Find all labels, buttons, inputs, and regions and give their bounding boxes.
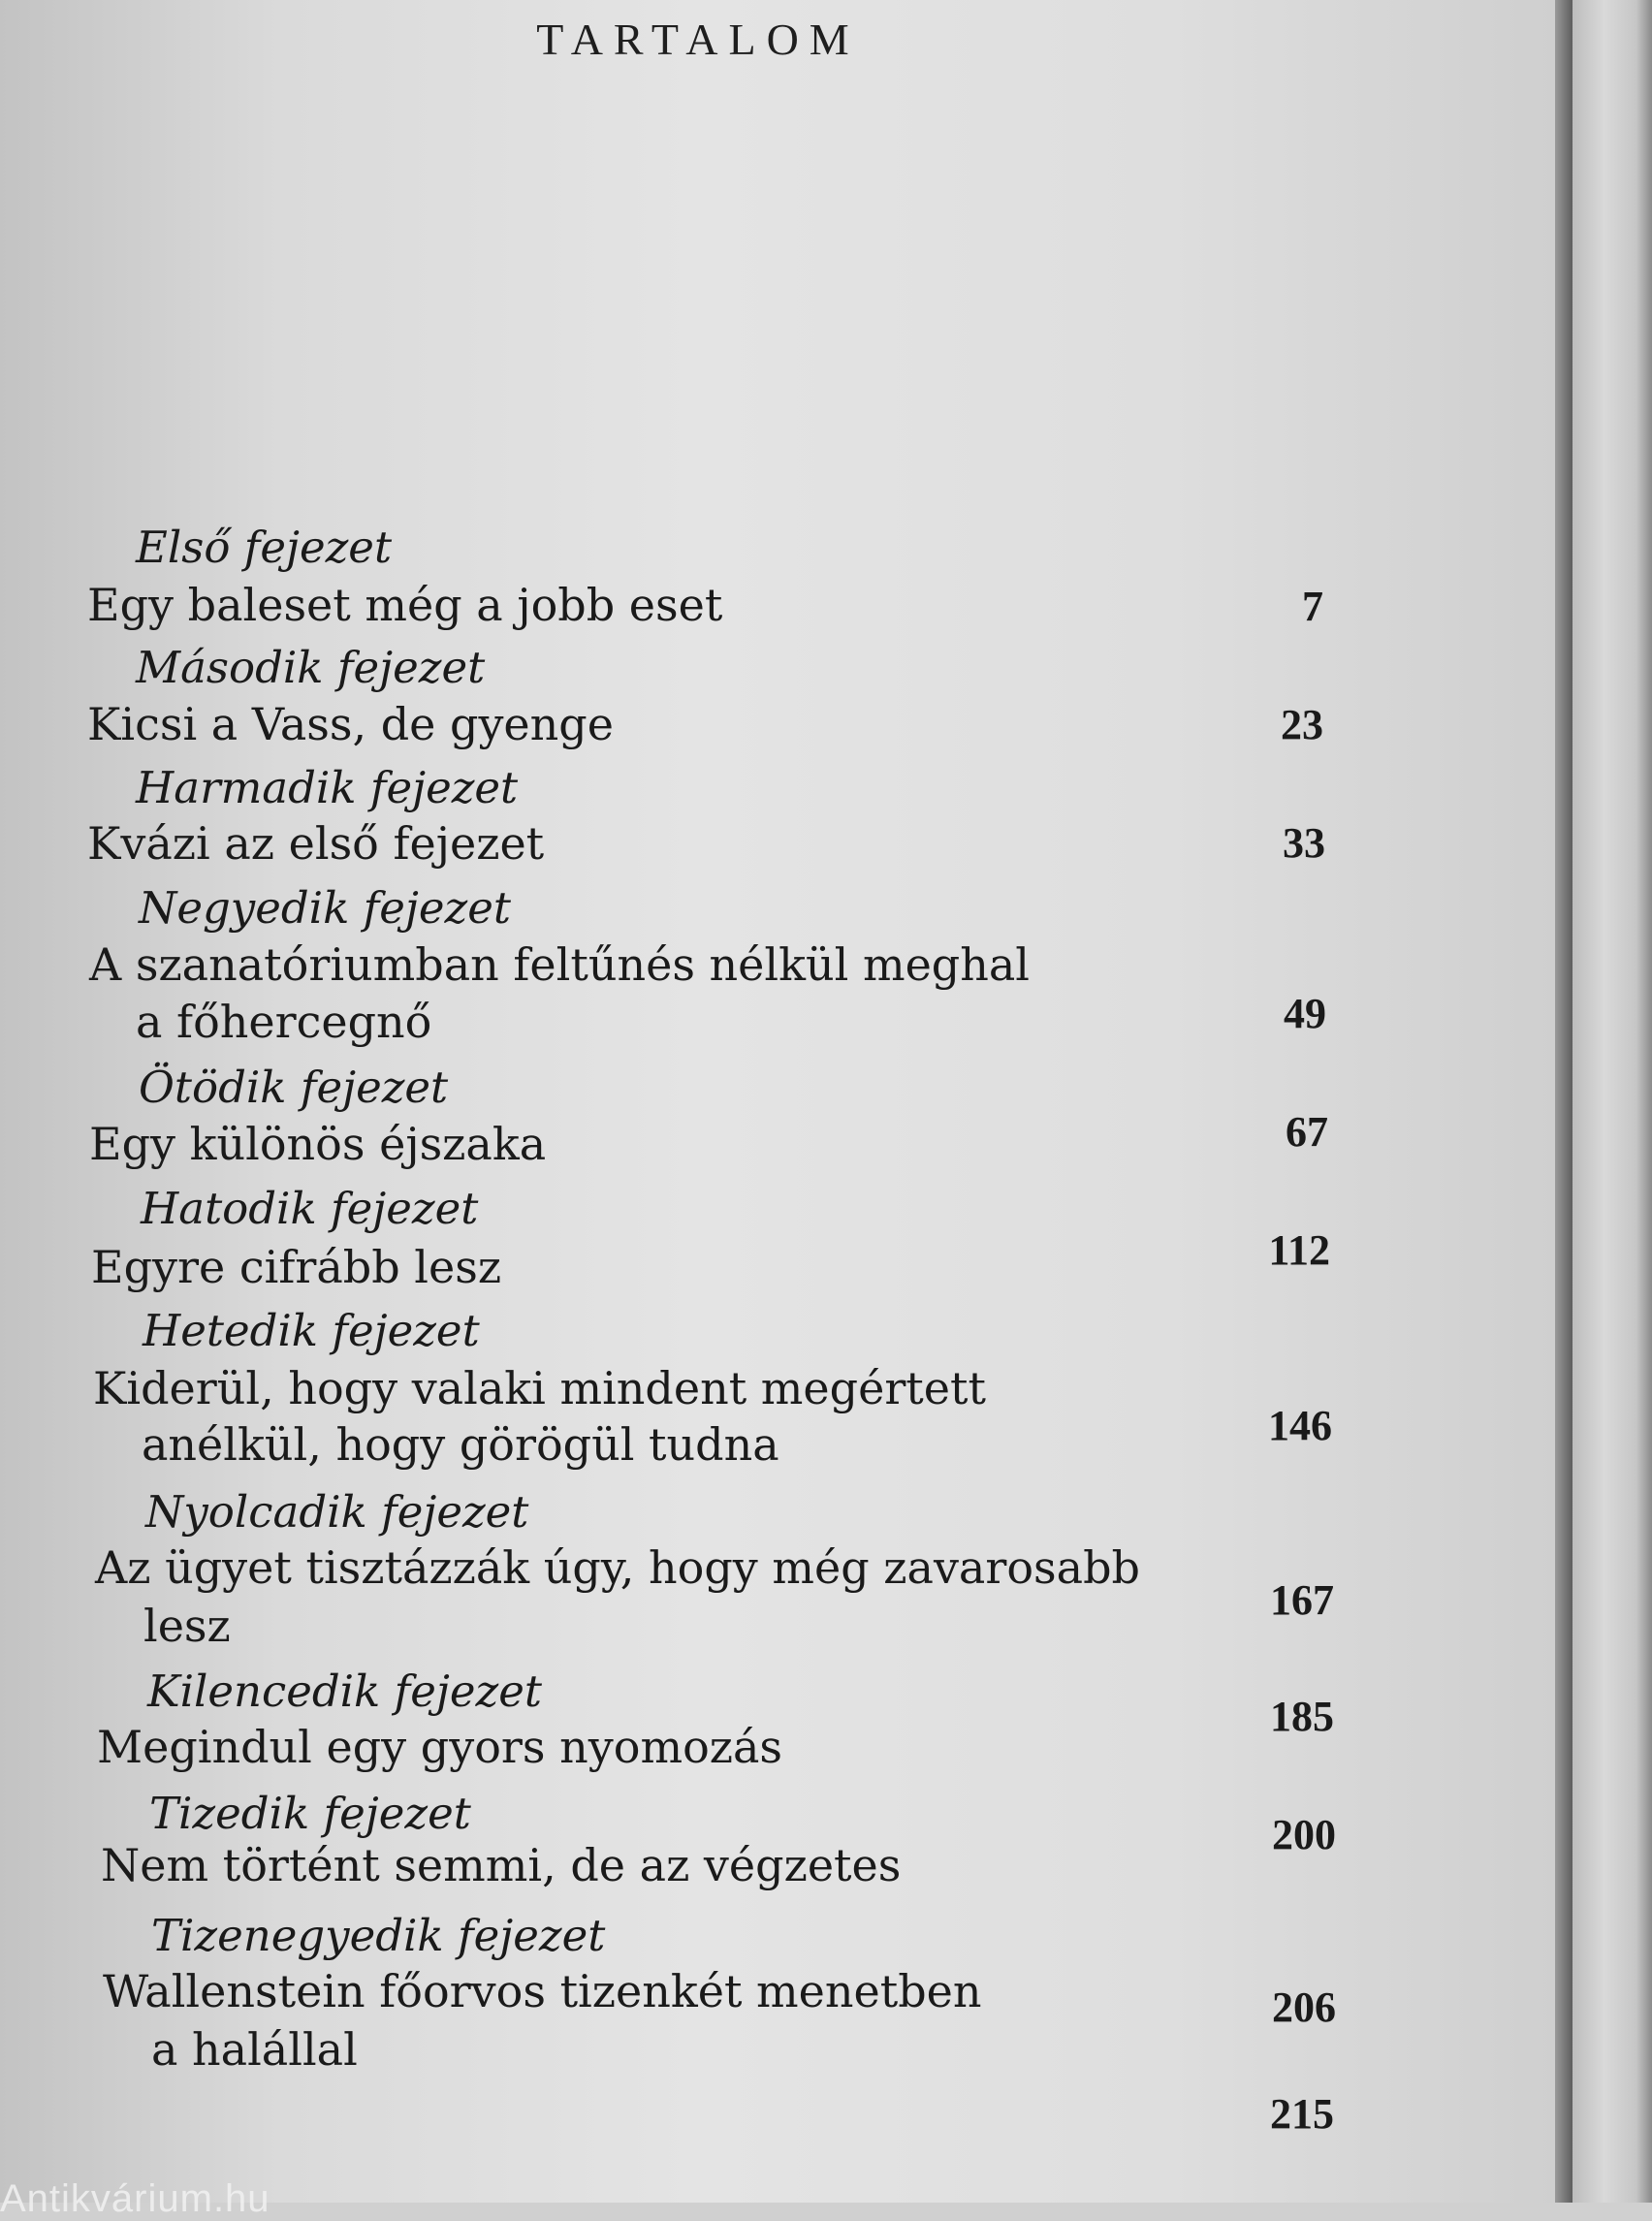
- chapter-label: Harmadik fejezet: [136, 762, 519, 813]
- chapter-title-continuation: a főhercegnő: [136, 996, 432, 1048]
- chapter-page-number: 112: [1268, 1226, 1330, 1274]
- book-edge: [1573, 0, 1652, 2203]
- chapter-label: Tizedik fejezet: [149, 1788, 471, 1839]
- chapter-title: Egy különös éjszaka: [89, 1118, 547, 1170]
- chapter-title: Nem történt semmi, de az végzetes: [101, 1839, 902, 1891]
- chapter-title: Egy baleset még a jobb eset: [87, 579, 723, 631]
- chapter-page-number: 33: [1283, 819, 1325, 867]
- chapter-title-continuation: lesz: [143, 1600, 231, 1652]
- page-gutter-shadow: [1555, 0, 1573, 2203]
- chapter-page-number: 185: [1270, 1693, 1334, 1740]
- chapter-page-number: 7: [1302, 583, 1323, 630]
- chapter-page-number: 167: [1270, 1576, 1334, 1624]
- chapter-page-number: 49: [1284, 990, 1326, 1037]
- chapter-title: Az ügyet tisztázzák úgy, hogy még zavarosabb: [95, 1541, 1140, 1594]
- chapter-title-continuation: a halállal: [151, 2023, 358, 2076]
- chapter-label: Első fejezet: [136, 522, 393, 573]
- chapter-label: Negyedik fejezet: [139, 882, 511, 934]
- chapter-label: Kilencedik fejezet: [147, 1666, 542, 1717]
- chapter-title: Wallenstein főorvos tizenkét menetben: [103, 1965, 982, 2017]
- chapter-label: Hetedik fejezet: [143, 1305, 480, 1356]
- chapter-page-number: 206: [1272, 1983, 1336, 2031]
- chapter-label: Második fejezet: [136, 642, 486, 693]
- watermark: Antikvárium.hu: [0, 2177, 270, 2220]
- page-title: TARTALOM: [536, 15, 860, 64]
- chapter-label: Hatodik fejezet: [141, 1183, 479, 1234]
- chapter-title-continuation: anélkül, hogy görögül tudna: [142, 1418, 779, 1471]
- chapter-label: Nyolcadik fejezet: [145, 1486, 529, 1538]
- chapter-title: Megindul egy gyors nyomozás: [97, 1721, 783, 1773]
- chapter-page-number: 146: [1268, 1402, 1332, 1449]
- chapter-title: Kvázi az első fejezet: [87, 817, 545, 870]
- chapter-title: Kicsi a Vass, de gyenge: [87, 698, 614, 750]
- chapter-title: Kiderül, hogy valaki mindent megértett: [93, 1362, 986, 1414]
- chapter-page-number: 23: [1281, 701, 1323, 748]
- chapter-page-number: 200: [1272, 1811, 1336, 1858]
- chapter-title: A szanatóriumban feltűnés nélkül meghal: [89, 938, 1030, 991]
- chapter-label: Tizenegyedik fejezet: [151, 1910, 606, 1961]
- chapter-title: Egyre cifrább lesz: [91, 1241, 502, 1293]
- chapter-label: Ötödik fejezet: [139, 1062, 449, 1113]
- final-page-number: 215: [1270, 2090, 1334, 2138]
- chapter-page-number: 67: [1286, 1108, 1328, 1156]
